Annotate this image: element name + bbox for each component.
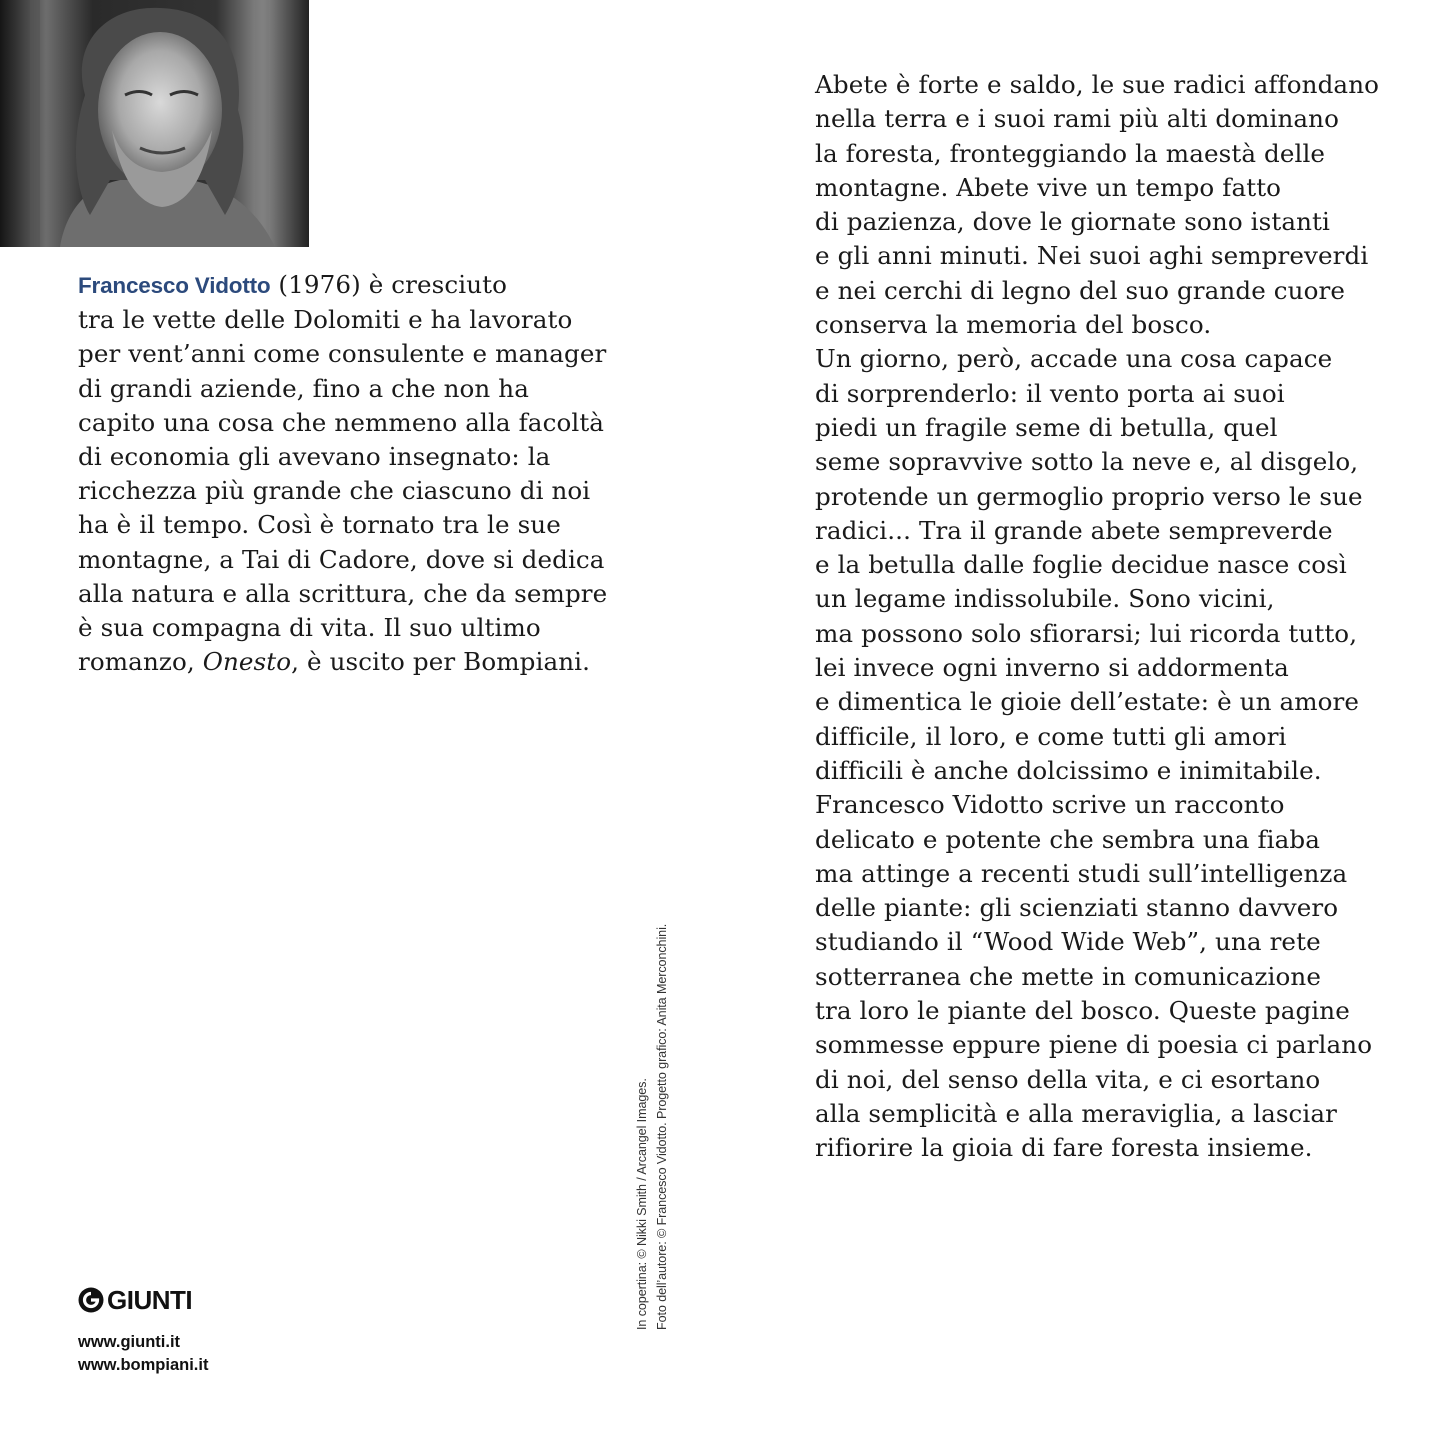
publisher-logo — [78, 1285, 192, 1315]
bio-line: di grandi aziende, fino a che non ha — [78, 373, 529, 403]
blurb-line: delle piante: gli scienziati stanno davvero — [815, 893, 1339, 923]
blurb-line: rifiorire la gioia di fare foresta insieme. — [815, 1133, 1313, 1163]
book-title: Onesto — [202, 647, 292, 677]
bio-line: è sua compagna di vita. Il suo ultimo — [78, 613, 541, 643]
blurb-line: Abete è forte e saldo, le sue radici affondano — [815, 70, 1380, 99]
blurb-line: studiando il “Wood Wide Web”, una rete — [815, 927, 1321, 957]
giunti-website-link[interactable]: www.giunti.it — [78, 1333, 181, 1351]
bio-line: per vent’anni come consulente e manager — [78, 339, 607, 369]
publisher-links — [78, 1331, 208, 1377]
bio-line: Francesco Vidotto (1976) è cresciuto — [78, 270, 508, 299]
bio-line: di economia gli avevano insegnato: la — [78, 442, 551, 472]
image-credits — [632, 880, 672, 1330]
blurb-line: di sorprenderlo: il vento porta ai suoi — [815, 378, 1285, 408]
bio-line: romanzo, Onesto, è uscito per Bompiani. — [78, 647, 591, 677]
blurb-line: ma attinge a recenti studi sull’intelligenza — [815, 858, 1348, 888]
blurb-line: la foresta, fronteggiando la maestà delle — [815, 138, 1326, 168]
bio-line: ricchezza più grande che ciascuno di noi — [78, 476, 591, 506]
blurb-line: delicato e potente che sembra una fiaba — [815, 824, 1320, 854]
blurb-line: seme sopravvive sotto la neve e, al disgelo, — [815, 447, 1359, 477]
blurb-line: montagne. Abete vive un tempo fatto — [815, 172, 1282, 202]
bio-line: ha è il tempo. Così è tornato tra le sue — [78, 510, 561, 540]
blurb-line: e nei cerchi di legno del suo grande cuore — [815, 275, 1345, 305]
blurb-line: tra loro le piante del bosco. Queste pagine — [815, 996, 1350, 1026]
bio-line: alla natura e alla scrittura, che da sempre — [78, 578, 608, 608]
bio-line: montagne, a Tai di Cadore, dove si dedica — [78, 544, 605, 574]
publisher-wordmark: GIUNTI — [107, 1284, 193, 1315]
book-blurb — [815, 68, 1405, 1166]
blurb-line: lei invece ogni inverno si addormenta — [815, 653, 1289, 683]
blurb-line: conserva la memoria del bosco. — [815, 310, 1212, 340]
bio-line: tra le vette delle Dolomiti e ha lavorato — [78, 305, 573, 335]
blurb-line: e dimentica le gioie dell’estate: è un amore — [815, 687, 1360, 717]
blurb-line: radici... Tra il grande abete sempreverde — [815, 515, 1333, 545]
bompiani-website-link[interactable]: www.bompiani.it — [78, 1356, 209, 1374]
blurb-line: Un giorno, però, accade una cosa capace — [815, 344, 1333, 374]
blurb-line: difficili è anche dolcissimo e inimitabile. — [815, 755, 1322, 785]
author-name: Francesco Vidotto — [78, 273, 271, 298]
blurb-line: e gli anni minuti. Nei suoi aghi sempreverdi — [815, 241, 1369, 271]
blurb-line: Francesco Vidotto scrive un racconto — [815, 790, 1285, 820]
author-portrait-icon — [0, 0, 309, 247]
blurb-line: sotterranea che mette in comunicazione — [815, 961, 1322, 991]
blurb-line: ma possono solo sfiorarsi; lui ricorda tutto, — [815, 618, 1358, 648]
blurb-line: sommesse eppure piene di poesia ci parlano — [815, 1030, 1373, 1060]
blurb-line: alla semplicità e alla meraviglia, a lasciar — [815, 1098, 1338, 1128]
blurb-line: protende un germoglio proprio verso le sue — [815, 481, 1363, 511]
author-bio — [78, 268, 623, 679]
bio-line: capito una cosa che nemmeno alla facoltà — [78, 407, 605, 437]
author-photo — [0, 0, 309, 247]
blurb-line: di pazienza, dove le giornate sono istanti — [815, 207, 1331, 237]
giunti-g-icon — [78, 1287, 104, 1313]
blurb-line: di noi, del senso della vita, e ci esortano — [815, 1064, 1321, 1094]
blurb-line: nella terra e i suoi rami più alti dominano — [815, 104, 1340, 134]
photo-design-credit: Foto dell’autore: © Francesco Vidotto. Progetto grafico: Anita Merconchini. — [655, 923, 669, 1330]
blurb-line: piedi un fragile seme di betulla, quel — [815, 412, 1278, 442]
blurb-line: un legame indissolubile. Sono vicini, — [815, 584, 1275, 614]
blurb-line: difficile, il loro, e come tutti gli amori — [815, 721, 1287, 751]
blurb-line: e la betulla dalle foglie decidue nasce così — [815, 550, 1347, 580]
cover-credit: In copertina: © Nikki Smith / Arcangel Images. — [635, 1078, 649, 1330]
